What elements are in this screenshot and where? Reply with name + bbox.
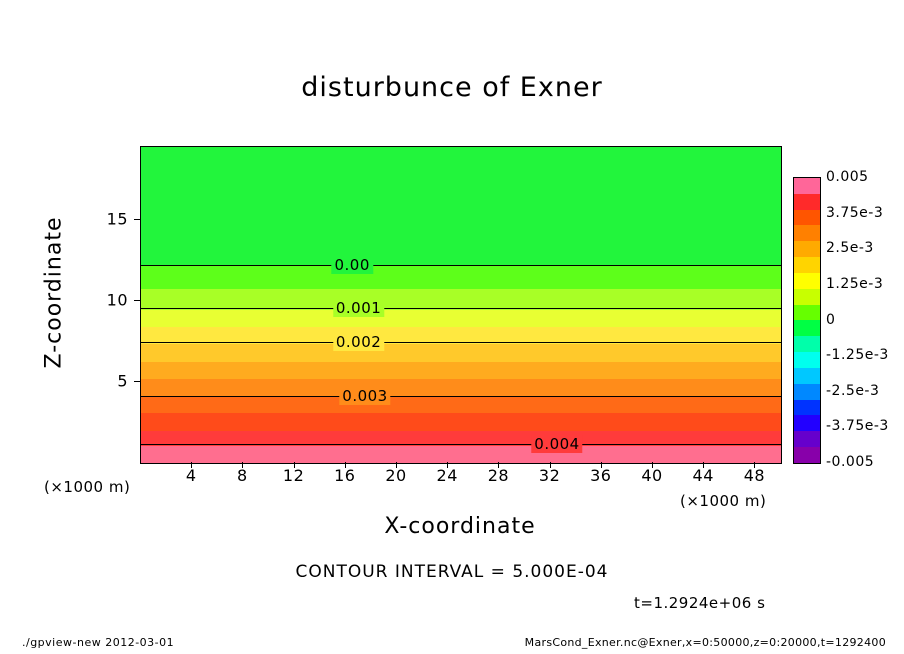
x-axis-label: X-coordinate xyxy=(384,514,536,539)
x-tick-mark xyxy=(294,462,295,468)
z-axis-unit: (×1000 m) xyxy=(44,478,131,496)
contour-line xyxy=(141,265,781,266)
contour-label: 0.00 xyxy=(331,256,372,274)
contour-band xyxy=(141,147,781,266)
colorbar-cell xyxy=(794,336,820,352)
y-tick-mark xyxy=(134,300,140,301)
y-tick-label: 10 xyxy=(106,290,128,310)
colorbar-cell xyxy=(794,352,820,368)
contour-band xyxy=(141,309,781,327)
colorbar-tick-label: 3.75e-3 xyxy=(826,204,884,221)
x-tick-label: 44 xyxy=(692,466,714,485)
contour-fill xyxy=(141,147,781,463)
colorbar-cell xyxy=(794,368,820,384)
colorbar-cell xyxy=(794,400,820,416)
x-tick-mark xyxy=(345,462,346,468)
colorbar-cell xyxy=(794,320,820,336)
x-tick-mark xyxy=(754,462,755,468)
colorbar-cell xyxy=(794,305,820,321)
x-tick-label: 40 xyxy=(641,466,663,485)
contour-band xyxy=(141,343,781,361)
contour-label: 0.002 xyxy=(333,333,384,351)
colorbar-cell xyxy=(794,241,820,257)
colorbar-tick-label: -1.25e-3 xyxy=(826,347,889,364)
y-tick-label: 15 xyxy=(106,209,128,229)
time-label: t=1.2924e+06 s xyxy=(634,594,766,612)
colorbar-tick-label: -0.005 xyxy=(826,454,875,470)
page-title: disturbunce of Exner xyxy=(301,72,603,103)
y-tick-mark xyxy=(134,381,140,382)
y-tick-label: 5 xyxy=(117,371,128,391)
colorbar-tick-label: 1.25e-3 xyxy=(826,275,884,292)
x-tick-mark xyxy=(447,462,448,468)
x-tick-label: 36 xyxy=(590,466,612,485)
contour-band xyxy=(141,413,781,431)
contour-line xyxy=(141,342,781,343)
contour-line xyxy=(141,396,781,397)
footer-left-text: ./gpview-new 2012-03-01 xyxy=(22,636,175,649)
colorbar xyxy=(793,177,821,464)
colorbar-cell xyxy=(794,225,820,241)
colorbar-cell xyxy=(794,415,820,431)
contour-band xyxy=(141,288,781,310)
contour-band xyxy=(141,361,781,379)
plot-area xyxy=(140,146,782,464)
colorbar-cell xyxy=(794,194,820,210)
contour-band xyxy=(141,395,781,413)
colorbar-cell xyxy=(794,178,820,194)
x-tick-label: 16 xyxy=(334,466,356,485)
colorbar-tick-label: 2.5e-3 xyxy=(826,240,874,257)
contour-label: 0.004 xyxy=(531,435,582,453)
x-tick-mark xyxy=(498,462,499,468)
footer-right-text: MarsCond_Exner.nc@Exner,x=0:50000,z=0:20000,t=1292400 xyxy=(524,636,886,649)
x-tick-label: 4 xyxy=(185,466,197,485)
colorbar-cell xyxy=(794,273,820,289)
x-tick-label: 48 xyxy=(743,466,766,485)
contour-band xyxy=(141,265,781,288)
x-tick-mark xyxy=(703,462,704,468)
y-tick-mark xyxy=(134,219,140,220)
colorbar-tick-label: 0 xyxy=(826,311,836,328)
x-tick-mark xyxy=(191,462,192,468)
contour-interval-label: CONTOUR INTERVAL = 5.000E-04 xyxy=(295,562,609,582)
contour-line xyxy=(141,308,781,309)
colorbar-tick-label: -2.5e-3 xyxy=(826,382,880,399)
contour-label: 0.003 xyxy=(339,387,390,405)
contour-label: 0.001 xyxy=(333,299,384,317)
x-tick-label: 12 xyxy=(282,466,305,485)
y-axis-label: Z-coordinate xyxy=(41,216,67,369)
x-tick-mark xyxy=(242,462,243,468)
contour-band xyxy=(141,445,781,463)
x-tick-label: 8 xyxy=(237,466,248,485)
colorbar-cell xyxy=(794,384,820,400)
x-axis-unit: (×1000 m) xyxy=(680,492,767,510)
contour-band xyxy=(141,379,781,396)
x-tick-label: 28 xyxy=(487,466,510,485)
x-tick-mark xyxy=(550,462,551,468)
contour-band xyxy=(141,327,781,344)
colorbar-cell xyxy=(794,210,820,226)
x-tick-label: 32 xyxy=(538,466,561,485)
colorbar-tick-label: 0.005 xyxy=(826,169,869,185)
x-tick-mark xyxy=(601,462,602,468)
contour-line xyxy=(141,444,781,445)
x-tick-mark xyxy=(652,462,653,468)
colorbar-tick-label: -3.75e-3 xyxy=(826,418,889,435)
colorbar-cell xyxy=(794,447,820,463)
x-tick-label: 20 xyxy=(385,466,407,485)
x-tick-label: 24 xyxy=(436,466,458,485)
colorbar-cell xyxy=(794,289,820,305)
colorbar-cell xyxy=(794,431,820,447)
x-tick-mark xyxy=(396,462,397,468)
colorbar-cell xyxy=(794,257,820,273)
